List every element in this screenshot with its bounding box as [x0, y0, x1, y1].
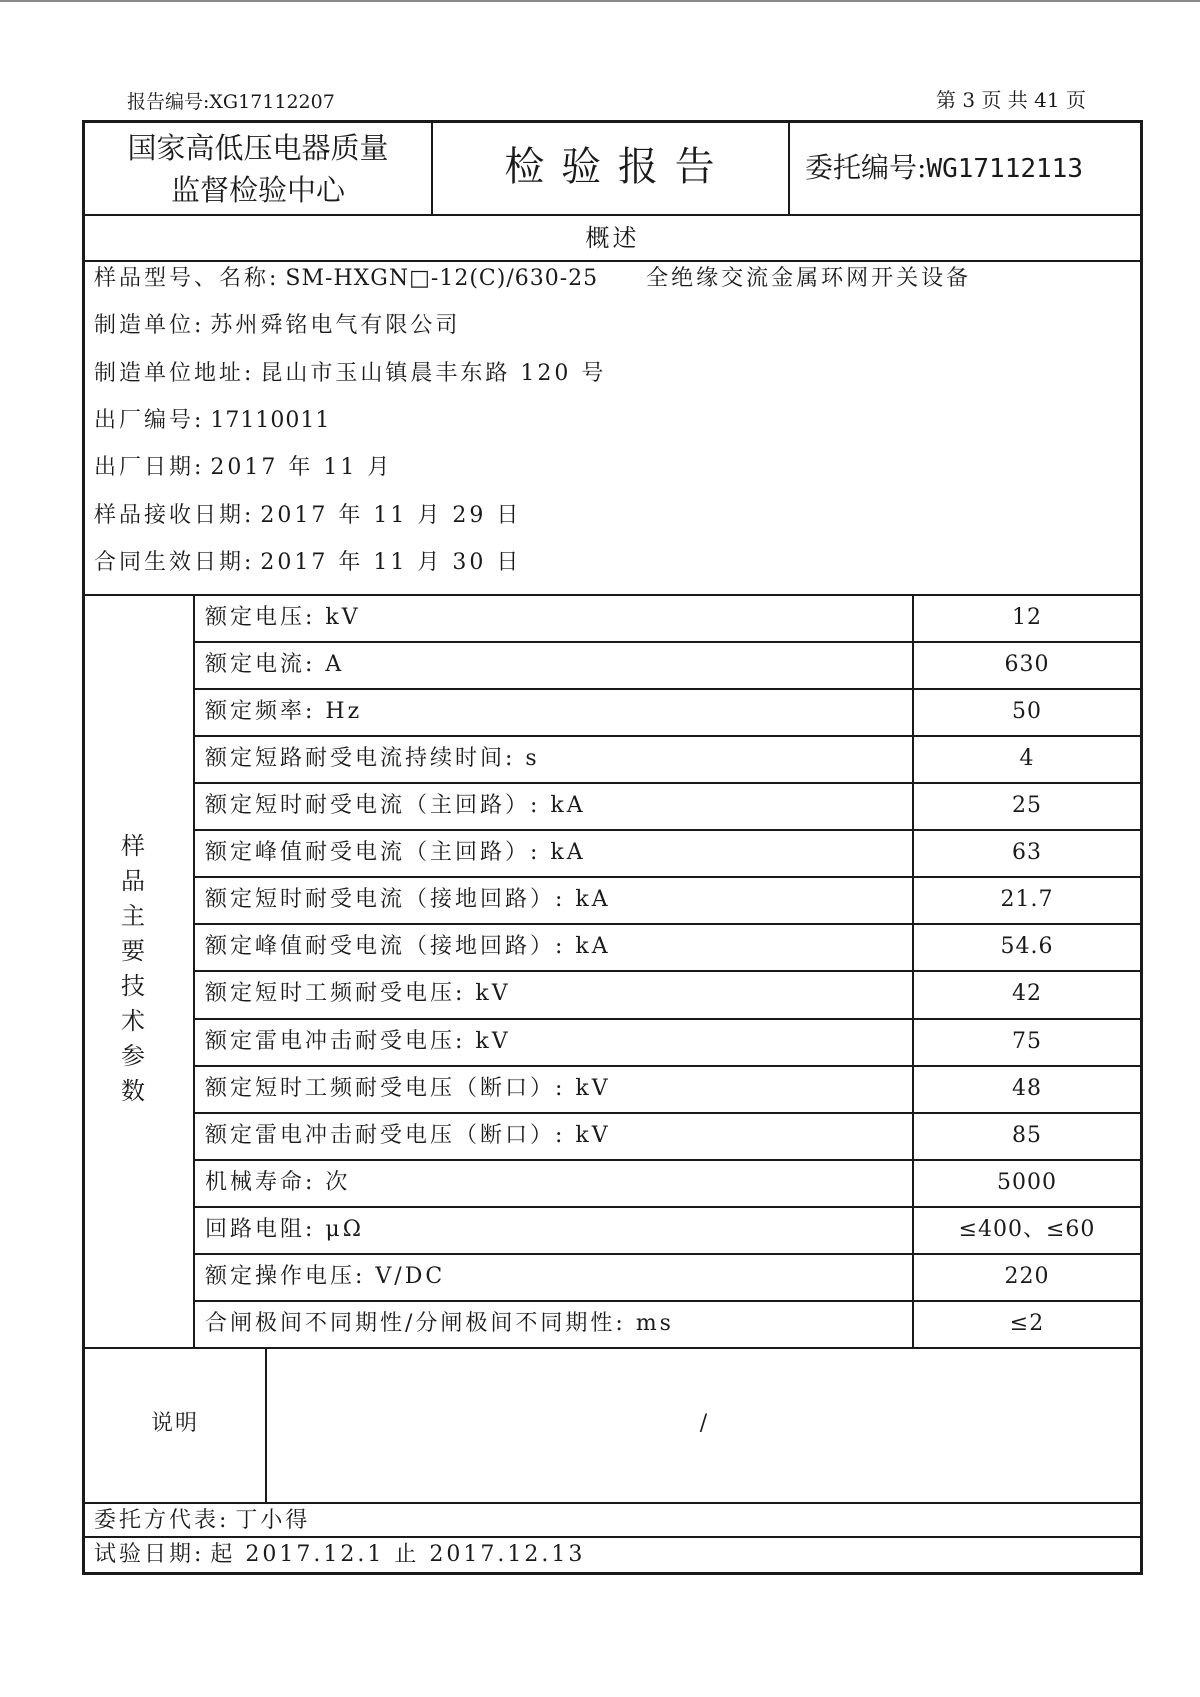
param-value: ≤400、≤60 [958, 1216, 1096, 1242]
date-value: 2017 年 11 月 [210, 455, 393, 480]
param-label: 额定电压: kV [205, 605, 361, 630]
param-value: 85 [1012, 1122, 1042, 1148]
page-info: 第 3 页 共 41 页 [936, 88, 1086, 112]
representative-row [94, 1510, 310, 1532]
param-label: 额定峰值耐受电流（主回路）: kA [205, 840, 586, 866]
report-title: 检 验 报 告 [504, 144, 717, 190]
param-value: 220 [1004, 1263, 1050, 1289]
address-value: 昆山市玉山镇晨丰东路 120 号 [260, 361, 607, 386]
param-value: 21.7 [1000, 887, 1054, 913]
param-label: 额定峰值耐受电流（接地回路）: kA [205, 934, 611, 960]
param-value: ≤2 [1009, 1310, 1045, 1336]
param-label: 额定短路耐受电流持续时间: s [205, 746, 540, 772]
serial-value: 17110011 [210, 408, 331, 433]
date-label: 出厂日期: [94, 455, 205, 480]
commission-label: 委托编号: [805, 151, 927, 184]
params-group-label: 样品主要技术参数 [121, 832, 145, 1105]
contract-row [94, 552, 521, 574]
report-frame [82, 120, 1143, 1575]
param-value: 48 [1012, 1075, 1042, 1101]
param-label: 额定雷电冲击耐受电压: kV [205, 1028, 511, 1054]
serial-row [94, 410, 330, 432]
manufacturer-label: 制造单位: [94, 313, 205, 338]
test-date-label: 试验日期: [94, 1542, 205, 1567]
param-label: 额定雷电冲击耐受电压（断口）: kV [205, 1122, 611, 1148]
report-number [127, 93, 335, 112]
report-number-label: 报告编号: [127, 91, 210, 113]
test-date-value: 起 2017.12.1 止 2017.12.13 [210, 1542, 586, 1567]
param-value: 54.6 [1000, 934, 1054, 960]
param-value: 42 [1012, 981, 1042, 1007]
model-value: SM-HXGN□-12(C)/630-25 [285, 266, 599, 291]
param-value: 5000 [997, 1169, 1057, 1195]
receive-row [94, 505, 521, 527]
param-label: 额定操作电压: V/DC [205, 1263, 446, 1289]
date-row [94, 457, 392, 479]
param-label: 额定短时工频耐受电压（断口）: kV [205, 1075, 611, 1101]
model-label: 样品型号、名称: [94, 266, 280, 291]
receive-label: 样品接收日期: [94, 503, 255, 528]
notes-value: / [699, 1411, 708, 1436]
address-row [94, 363, 606, 385]
address-label: 制造单位地址: [94, 361, 255, 386]
product-name: 全绝缘交流金属环网开关设备 [646, 266, 972, 291]
contract-value: 2017 年 11 月 30 日 [260, 550, 522, 575]
param-value: 50 [1012, 699, 1042, 725]
report-number-value: XG17112207 [209, 91, 335, 113]
section-title: 概述 [585, 224, 640, 252]
manufacturer-value: 苏州舜铭电气有限公司 [210, 313, 461, 338]
param-label: 回路电阻: μΩ [205, 1216, 364, 1242]
org-name-line1: 国家高低压电器质量 [127, 131, 389, 165]
serial-label: 出厂编号: [94, 408, 205, 433]
scan-edge-line [0, 0, 1200, 2]
notes-label: 说明 [150, 1411, 199, 1436]
commission-value: WG17112113 [926, 154, 1083, 184]
param-value: 75 [1012, 1028, 1042, 1054]
param-value: 63 [1012, 840, 1042, 866]
param-label: 额定频率: Hz [205, 699, 363, 725]
param-value: 630 [1004, 652, 1050, 678]
param-label: 额定短时工频耐受电压: kV [205, 981, 511, 1007]
receive-value: 2017 年 11 月 29 日 [260, 503, 522, 528]
param-label: 额定短时耐受电流（接地回路）: kA [205, 887, 611, 913]
manufacturer-row [94, 315, 460, 337]
param-value: 25 [1012, 793, 1042, 819]
representative-value: 丁小得 [235, 1508, 311, 1533]
model-row [94, 268, 971, 290]
param-value: 12 [1012, 605, 1042, 630]
param-value: 4 [1019, 746, 1035, 772]
org-name-line2: 监督检验中心 [170, 173, 345, 207]
param-label: 合闸极间不同期性/分闸极间不同期性: ms [205, 1310, 674, 1336]
param-label: 机械寿命: 次 [205, 1169, 351, 1195]
representative-label: 委托方代表: [94, 1508, 230, 1533]
commission-number [805, 151, 1083, 184]
test-date-row [94, 1544, 585, 1566]
param-label: 额定短时耐受电流（主回路）: kA [205, 793, 586, 819]
param-label: 额定电流: A [205, 652, 345, 678]
contract-label: 合同生效日期: [94, 550, 255, 575]
